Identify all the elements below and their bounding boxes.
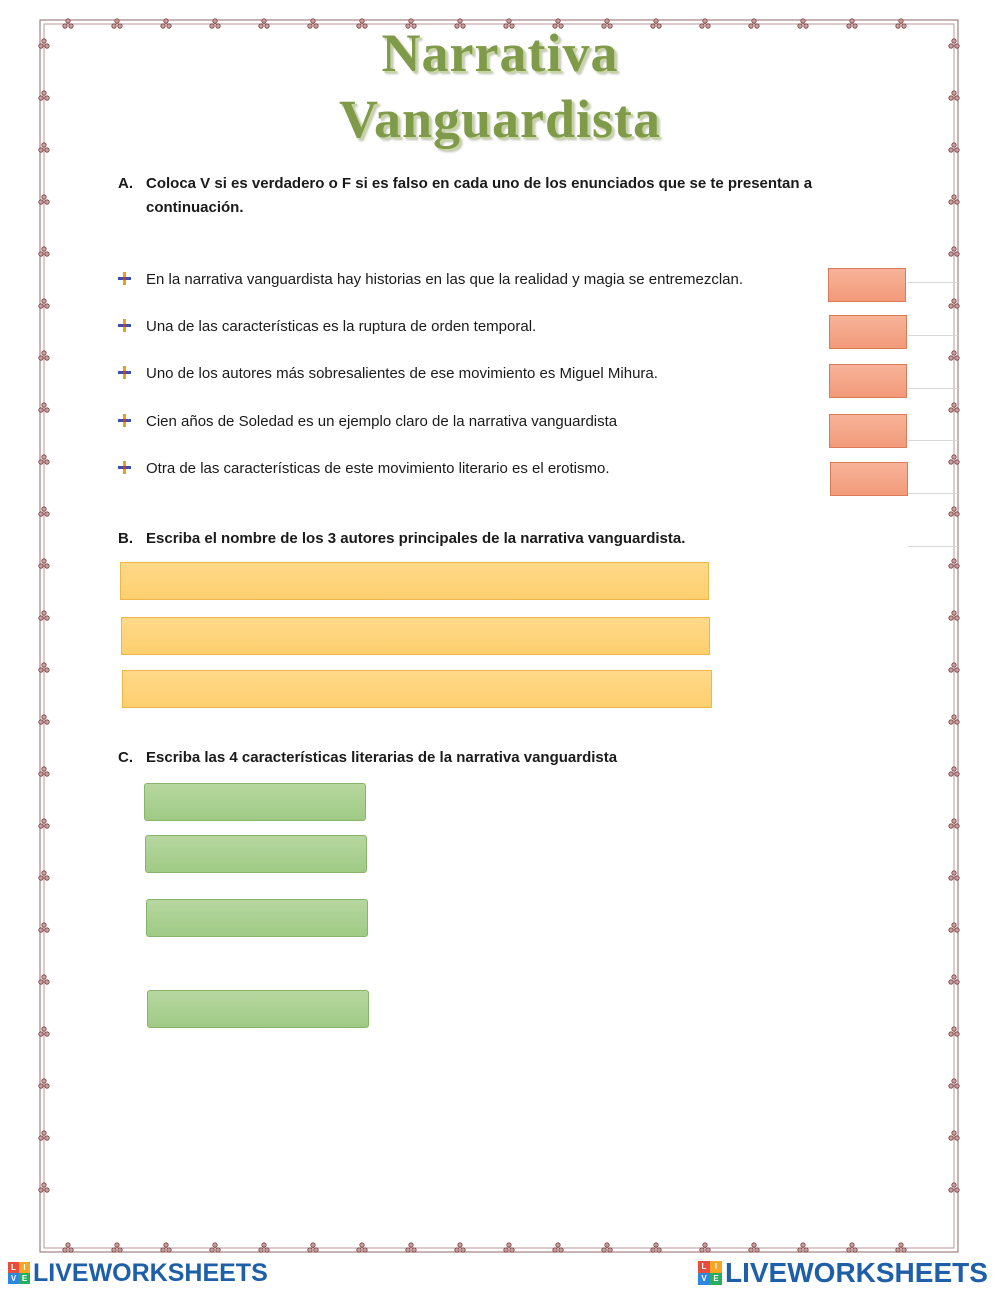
- section-b-instruction: Escriba el nombre de los 3 autores principales de la narrativa vanguardista.: [146, 530, 686, 547]
- guide-line: [908, 493, 958, 494]
- border-ornament: [161, 1243, 171, 1252]
- border-ornament: [847, 1243, 857, 1252]
- true-false-answer-field[interactable]: [829, 414, 907, 448]
- border-ornament: [210, 1243, 220, 1252]
- border-ornament: [63, 1243, 73, 1252]
- section-a-instruction: Coloca V si es verdadero o F si es falso en cada uno de los enunciados que se te presentan a continuación.: [146, 175, 813, 216]
- section-c-instruction: Escriba las 4 características literarias de la narrativa vanguardista: [146, 749, 618, 766]
- liveworksheets-logo: [698, 1258, 988, 1288]
- border-ornament: [602, 1243, 612, 1252]
- bullet-icon: [118, 461, 131, 474]
- section-a-letter: A.: [118, 175, 133, 192]
- author-answer-field[interactable]: [120, 562, 709, 600]
- section-c-letter: C.: [118, 749, 133, 766]
- border-ornament: [112, 1243, 122, 1252]
- bullet-icon: [118, 319, 131, 332]
- border-ornament: [553, 1243, 563, 1252]
- statement-item: [118, 412, 617, 432]
- border-ornament: [259, 1243, 269, 1252]
- characteristic-answer-field[interactable]: [147, 990, 369, 1028]
- statement-text: En la narrativa vanguardista hay historias en las que la realidad y magia se entremezclan.: [146, 271, 743, 288]
- logo-letter: L: [698, 1261, 710, 1273]
- statement-item: [118, 364, 658, 384]
- statement-text: Uno de los autores más sobresalientes de ese movimiento es Miguel Mihura.: [146, 365, 658, 382]
- border-ornament: [308, 1243, 318, 1252]
- true-false-answer-field[interactable]: [830, 462, 908, 496]
- characteristic-answer-field[interactable]: [144, 783, 366, 821]
- page-title-line-2: Vanguardista: [338, 89, 662, 149]
- border-ornament: [455, 1243, 465, 1252]
- statement-item: [118, 270, 743, 290]
- guide-line: [908, 440, 958, 441]
- logo-letter: E: [19, 1273, 30, 1284]
- bullet-icon: [118, 272, 131, 285]
- section-b-letter: B.: [118, 530, 133, 547]
- section-c-heading: [118, 746, 838, 770]
- border-ornament: [700, 1243, 710, 1252]
- logo-letter: E: [710, 1273, 722, 1285]
- section-b-heading: [118, 527, 838, 551]
- characteristic-answer-field[interactable]: [145, 835, 367, 873]
- logo-letter: I: [710, 1261, 722, 1273]
- true-false-answer-field[interactable]: [828, 268, 906, 302]
- guide-line: [908, 282, 958, 283]
- border-ornament: [798, 1243, 808, 1252]
- author-answer-field[interactable]: [122, 670, 712, 708]
- statement-item: [118, 459, 610, 479]
- characteristic-answer-field[interactable]: [146, 899, 368, 937]
- liveworksheets-mark-icon: [698, 1261, 722, 1285]
- statement-text: Una de las características es la ruptura de orden temporal.: [146, 318, 537, 335]
- bullet-icon: [118, 366, 131, 379]
- guide-line: [908, 388, 958, 389]
- border-ornament: [504, 1243, 514, 1252]
- true-false-answer-field[interactable]: [829, 315, 907, 349]
- section-a-heading: [118, 172, 838, 220]
- logo-letter: I: [19, 1262, 30, 1273]
- guide-line: [908, 335, 958, 336]
- liveworksheets-wordmark: LIVEWORKSHEETS: [725, 1257, 988, 1288]
- statement-text: Cien años de Soledad es un ejemplo claro de la narrativa vanguardista: [146, 413, 618, 430]
- page-title-line-1: Narrativa: [381, 23, 619, 83]
- liveworksheets-mark-icon: [8, 1262, 30, 1284]
- liveworksheets-wordmark: LIVEWORKSHEETS: [33, 1258, 268, 1287]
- border-ornament: [406, 1243, 416, 1252]
- statement-item: [118, 317, 536, 337]
- border-ornament: [357, 1243, 367, 1252]
- logo-letter: V: [8, 1273, 19, 1284]
- border-ornament: [749, 1243, 759, 1252]
- border-ornament: [896, 1243, 906, 1252]
- bullet-icon: [118, 414, 131, 427]
- logo-letter: V: [698, 1273, 710, 1285]
- liveworksheets-logo: [8, 1258, 268, 1288]
- border-ornament: [651, 1243, 661, 1252]
- true-false-answer-field[interactable]: [829, 364, 907, 398]
- logo-letter: L: [8, 1262, 19, 1273]
- guide-line: [908, 546, 958, 547]
- statement-text: Otra de las características de este movimiento literario es el erotismo.: [146, 460, 610, 477]
- author-answer-field[interactable]: [121, 617, 710, 655]
